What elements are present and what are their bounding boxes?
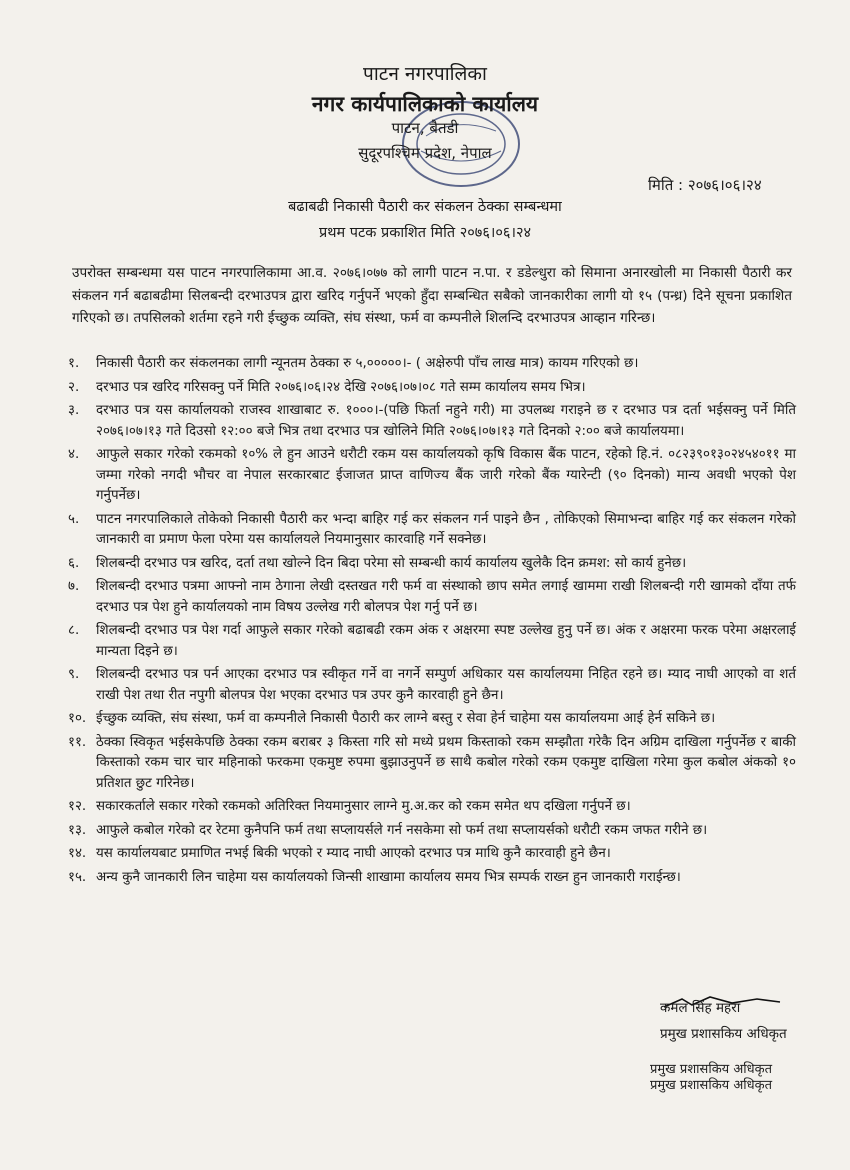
condition-number: १४. — [68, 846, 87, 861]
condition-item — [68, 621, 796, 662]
condition-text: ठेक्का स्विकृत भईसकेपछि ठेक्का रकम बराबर ३ किस्ता गरि सो मध्ये प्रथम किस्ताको रकम सम्झौता गरेकै दिन अग्रिम दाखिला गर्नुपर्नेछ र बाकी किस्ताको रकम चार चार महिनाको फरकमा एकमुष्ट रुपमा बुझाउनुपर्ने छ साथै कबोल गरेको रकम एकमुष्ट दाखिला गरेमा कुल कबोल अंकको १० प्रतिशत छुट गरिनेछ। — [96, 734, 796, 791]
condition-number: ८. — [68, 623, 80, 638]
condition-number: १. — [68, 356, 80, 371]
condition-text: अन्य कुनै जानकारी लिन चाहेमा यस कार्यालयको जिन्सी शाखामा कार्यालय समय भित्र सम्पर्क राख्न हुन जानकारी गराईन्छ। — [96, 869, 681, 885]
intro-paragraph: उपरोक्त सम्बन्धमा यस पाटन नगरपालिकामा आ.व. २०७६।०७७ को लागी पाटन न.पा. र डडेल्धुरा को सिमाना अनारखोली मा निकासी पैठारी कर संकलन गर्न बढाबढीमा सिलबन्दी दरभाउपत्र द्वारा खरिद गर्नुपर्ने भएको हुँदा सम्बन्धित सबैको जानकारीका लागी यो १५ (पन्ध्र) दिने सूचना प्रकाशित गरिएको छ। तपसिलको शर्तमा रहने गरी ईच्छुक व्यक्ति, संघ संस्था, फर्म वा कम्पनीले शिलन्दि दरभाउपत्र आव्हान गरिन्छ। — [72, 265, 792, 326]
subject-line: बढाबढी निकासी पैठारी कर संकलन ठेक्का सम्बन्धमा — [288, 199, 562, 215]
condition-number: १२. — [68, 799, 87, 814]
condition-item — [68, 354, 796, 375]
condition-text: ईच्छुक व्यक्ति, संघ संस्था, फर्म वा कम्पनीले निकासी पैठारी कर लाग्ने बस्तु र सेवा हेर्न चाहेमा यस कार्यालयमा आई हेर्न सकिने छ। — [96, 711, 716, 726]
designation-stamp — [650, 1062, 800, 1094]
condition-text: यस कार्यालयबाट प्रमाणित नभई बिकी भएको र म्याद नाघी आएको दरभाउ पत्र माथि कुनै कारवाही हुने छैन। — [96, 846, 611, 861]
condition-number: ९. — [68, 667, 80, 682]
office-place: पाटन, बैतडी — [391, 119, 459, 137]
conditions-list — [68, 354, 796, 891]
condition-text: दरभाउ पत्र यस कार्यालयको राजस्व शाखाबाट रु. १०००।-(पछि फिर्ता नहुने गरी) मा उपलब्ध गराइने छ र दरभाउ पत्र दर्ता भईसक्नु पर्ने मिति २०७६।०७।१३ गते दिउसो १२:०० बजे भित्र तथा दरभाउ पत्र खोलिने मिति २०७६।०७।१३ गते दिनको २:०० बजे कार्यालयमा। — [96, 403, 796, 439]
condition-text: शिलबन्दी दरभाउ पत्र पर्न आएका दरभाउ पत्र स्वीकृत गर्ने वा नगर्ने सम्पुर्ण अधिकार यस कार्यालयमा निहित रहने छ। म्याद नाघी आएको वा शर्त राखी पेश तथा रीत नपुगी बोलपत्र पेश भएका दरभाउ पत्र उपर कुनै कारवाही हुने छैन। — [96, 667, 796, 703]
signatory-title: प्रमुख प्रशासकिय अधिकृत — [660, 1026, 787, 1042]
condition-number: ५. — [68, 511, 80, 527]
condition-item — [68, 821, 796, 842]
condition-text: शिलबन्दी दरभाउ पत्रमा आफ्नो नाम ठेगाना लेखी दस्तखत गरी फर्म वा संस्थाको छाप समेत लगाई खाममा राखी शिलबन्दी गरी खामको दाँया तर्फ दरभाउ पत्र पेश हुने कार्यालयको नाम विषय उल्लेख गरी बोलपत्र पेश गर्नु पर्ने छ। — [96, 579, 796, 615]
condition-number: १३. — [68, 822, 87, 838]
condition-item — [68, 797, 796, 818]
condition-item — [68, 868, 796, 889]
signature-block — [660, 995, 830, 1047]
condition-number: ६. — [68, 555, 80, 571]
published-date-line: प्रथम पटक प्रकाशित मिति २०७६।०६।२४ — [318, 225, 532, 241]
stamp-line-2: प्रमुख प्रशासकिय अधिकृत — [650, 1078, 773, 1093]
condition-text: आफुले कबोल गरेको दर रेटमा कुनैपनि फर्म तथा सप्लायर्सले गर्न नसकेमा सो फर्म तथा सप्लायर्सको धरौटी रकम जफत गरीने छ। — [96, 822, 708, 838]
condition-item — [68, 554, 796, 575]
condition-item — [68, 665, 796, 706]
condition-number: १५. — [68, 869, 87, 885]
condition-text: निकासी पैठारी कर संकलनका लागी न्यूनतम ठेक्का रु ५,०००००।- ( अक्षेरुपी पाँच लाख मात्र) कायम गरिएको छ। — [96, 356, 639, 371]
municipality-name: पाटन नगरपालिका — [363, 63, 487, 85]
condition-item — [68, 378, 796, 399]
condition-item — [68, 510, 796, 551]
stamp-line-1: प्रमुख प्रशासकिय अधिकृत — [650, 1062, 773, 1077]
condition-number: ४. — [68, 447, 80, 462]
condition-text: शिलबन्दी दरभाउ पत्र पेश गर्दा आफुले सकार गरेको बढाबढी रकम अंक र अक्षरमा स्पष्ट उल्लेख हुनु पर्ने छ। अंक र अक्षरमा फरक परेमा अक्षरलाई मान्यता दिइने छ। — [96, 623, 796, 659]
condition-number: ११. — [68, 734, 87, 750]
condition-number: २. — [68, 379, 80, 395]
condition-text: शिलबन्दी दरभाउ पत्र खरिद, दर्ता तथा खोल्ने दिन बिदा परेमा सो सम्बन्धी कार्य कार्यालय खुलेकै दिन क्रमश: सो कार्य हुनेछ। — [96, 555, 687, 571]
condition-item — [68, 577, 796, 618]
office-name: नगर कार्यपालिकाको कार्यालय — [311, 92, 539, 116]
condition-item — [68, 445, 796, 507]
condition-text: सकारकर्ताले सकार गरेको रकमको अतिरिक्त नियमानुसार लाग्ने मु.अ.कर को रकम समेत थप दखिला गर्नुपर्ने छ। — [96, 799, 631, 814]
condition-text: दरभाउ पत्र खरिद गरिसक्नु पर्ने मिति २०७६।०६।२४ देखि २०७६।०७।०८ गते सम्म कार्यालय समय भित्र। — [96, 379, 586, 395]
office-province: सुदूरपश्चिम प्रदेश, नेपाल — [358, 144, 492, 162]
condition-item — [68, 733, 796, 795]
notice-date: मिति : २०७६।०६।२४ — [648, 176, 762, 194]
condition-number: ७. — [68, 579, 80, 594]
condition-text: पाटन नगरपालिकाले तोकेको निकासी पैठारी कर भन्दा बाहिर गई कर संकलन गर्न पाइने छैन , तोकिएको सिमाभन्दा बाहिर गई कर संकलन गरेको जानकारी वा प्रमाण फेला परेमा यस कार्यालयले नियमानुसार कारवाहि गर्ने सक्नेछ। — [96, 511, 796, 547]
condition-item — [68, 709, 796, 730]
condition-text: आफुले सकार गरेको रकमको १०% ले हुन आउने धरौटी रकम यस कार्यालयको कृषि विकास बैंक पाटन, रहेको हि.नं. ०८२३९०१३०२४५४०११ मा जम्मा गरेको नगदी भौचर वा नेपाल सरकारबाट ईजाजत प्राप्त वाणिज्य बैंक जारी गरेको बैंक ग्यारेन्टी (९० दिनको) मान्य अवधी भएको पेश गर्नुपर्नेछ। — [96, 447, 796, 503]
condition-item — [68, 844, 796, 865]
condition-number: १०. — [68, 711, 87, 726]
signatory-name: कमल सिंह महरा — [660, 1000, 741, 1016]
condition-number: ३. — [68, 403, 80, 418]
condition-item — [68, 401, 796, 442]
